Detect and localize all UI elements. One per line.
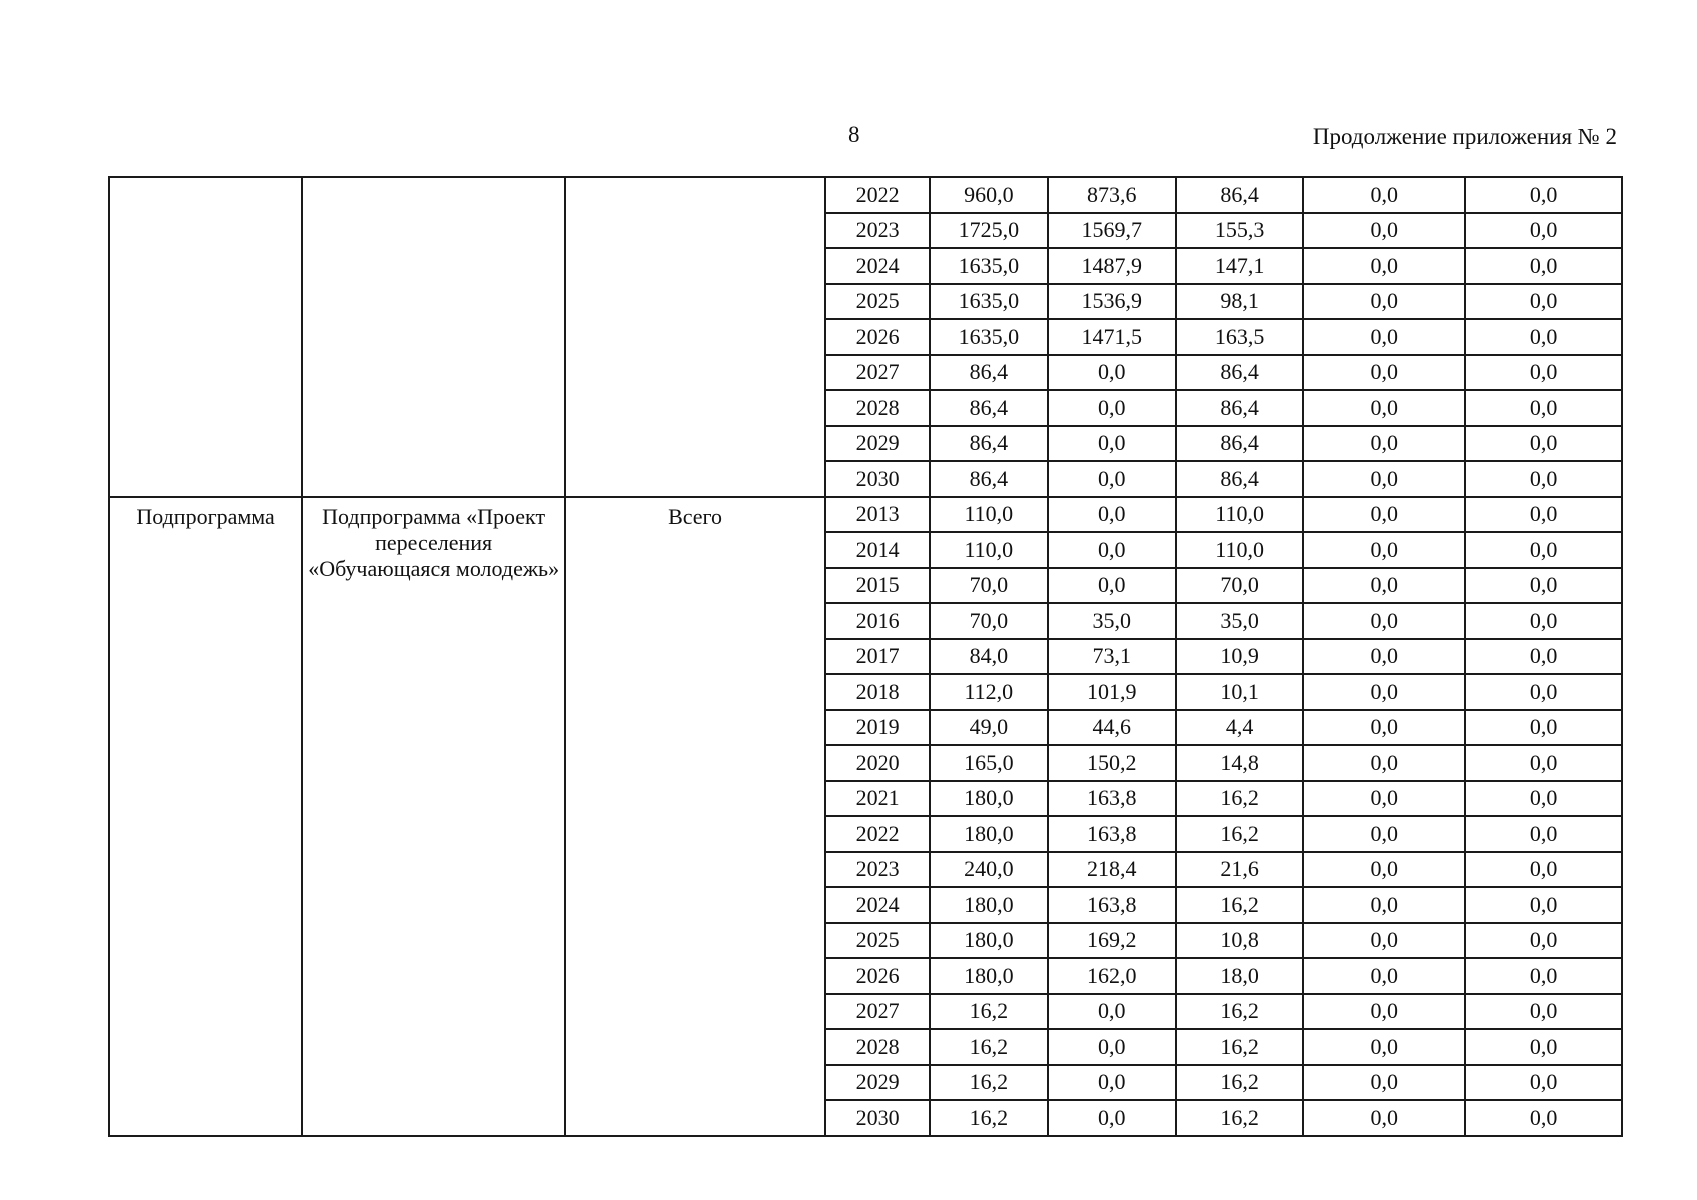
- value-cell: 10,9: [1176, 639, 1303, 675]
- total-cell: 16,2: [930, 1100, 1047, 1136]
- value-cell: 44,6: [1048, 710, 1176, 746]
- value-cell: 0,0: [1048, 355, 1176, 391]
- value-cell: 0,0: [1465, 674, 1622, 710]
- value-cell: 873,6: [1048, 177, 1176, 213]
- value-cell: 0,0: [1303, 1100, 1465, 1136]
- table-row: [109, 497, 1622, 533]
- value-cell: 0,0: [1048, 994, 1176, 1030]
- total-cell: 180,0: [930, 958, 1047, 994]
- funding-source-cell: [565, 177, 825, 497]
- funding-source-cell: Всего: [565, 497, 825, 1136]
- total-cell: 86,4: [930, 426, 1047, 462]
- page-number: 8: [848, 122, 860, 147]
- value-cell: 0,0: [1303, 284, 1465, 320]
- value-cell: 0,0: [1465, 710, 1622, 746]
- total-cell: 180,0: [930, 816, 1047, 852]
- value-cell: 0,0: [1465, 781, 1622, 817]
- value-cell: 101,9: [1048, 674, 1176, 710]
- value-cell: 0,0: [1465, 923, 1622, 959]
- value-cell: 86,4: [1176, 461, 1303, 497]
- value-cell: 0,0: [1465, 248, 1622, 284]
- total-cell: 84,0: [930, 639, 1047, 675]
- value-cell: 0,0: [1465, 994, 1622, 1030]
- value-cell: 0,0: [1303, 639, 1465, 675]
- value-cell: 0,0: [1048, 1065, 1176, 1101]
- value-cell: 86,4: [1176, 355, 1303, 391]
- total-cell: 1725,0: [930, 213, 1047, 249]
- value-cell: 0,0: [1465, 639, 1622, 675]
- value-cell: 0,0: [1303, 745, 1465, 781]
- value-cell: 0,0: [1303, 461, 1465, 497]
- value-cell: 0,0: [1465, 1029, 1622, 1065]
- total-cell: 1635,0: [930, 319, 1047, 355]
- value-cell: 163,8: [1048, 816, 1176, 852]
- year-cell: 2016: [825, 603, 930, 639]
- value-cell: 0,0: [1048, 1100, 1176, 1136]
- value-cell: 0,0: [1303, 674, 1465, 710]
- value-cell: 0,0: [1048, 390, 1176, 426]
- value-cell: 18,0: [1176, 958, 1303, 994]
- value-cell: 70,0: [1176, 568, 1303, 604]
- total-cell: 16,2: [930, 1065, 1047, 1101]
- program-type-cell: [109, 177, 302, 497]
- total-cell: 86,4: [930, 390, 1047, 426]
- value-cell: 4,4: [1176, 710, 1303, 746]
- value-cell: 0,0: [1303, 426, 1465, 462]
- value-cell: 0,0: [1465, 319, 1622, 355]
- value-cell: 0,0: [1303, 532, 1465, 568]
- value-cell: 0,0: [1048, 532, 1176, 568]
- value-cell: 0,0: [1048, 568, 1176, 604]
- value-cell: 0,0: [1048, 497, 1176, 533]
- year-cell: 2015: [825, 568, 930, 604]
- value-cell: 0,0: [1303, 390, 1465, 426]
- year-cell: 2017: [825, 639, 930, 675]
- total-cell: 960,0: [930, 177, 1047, 213]
- program-type-cell: Подпрограмма: [109, 497, 302, 1136]
- value-cell: 86,4: [1176, 390, 1303, 426]
- value-cell: 0,0: [1048, 426, 1176, 462]
- value-cell: 163,5: [1176, 319, 1303, 355]
- year-cell: 2021: [825, 781, 930, 817]
- year-cell: 2018: [825, 674, 930, 710]
- value-cell: 0,0: [1465, 887, 1622, 923]
- value-cell: 0,0: [1048, 461, 1176, 497]
- value-cell: 0,0: [1465, 355, 1622, 391]
- value-cell: 147,1: [1176, 248, 1303, 284]
- program-name-cell: [302, 177, 565, 497]
- total-cell: 16,2: [930, 1029, 1047, 1065]
- year-cell: 2023: [825, 852, 930, 888]
- value-cell: 16,2: [1176, 1100, 1303, 1136]
- value-cell: 0,0: [1465, 1100, 1622, 1136]
- year-cell: 2022: [825, 177, 930, 213]
- value-cell: 0,0: [1303, 1065, 1465, 1101]
- value-cell: 1471,5: [1048, 319, 1176, 355]
- value-cell: 0,0: [1303, 603, 1465, 639]
- year-cell: 2024: [825, 887, 930, 923]
- value-cell: 163,8: [1048, 887, 1176, 923]
- year-cell: 2020: [825, 745, 930, 781]
- year-cell: 2027: [825, 994, 930, 1030]
- year-cell: 2023: [825, 213, 930, 249]
- year-cell: 2028: [825, 1029, 930, 1065]
- value-cell: 0,0: [1048, 1029, 1176, 1065]
- value-cell: 16,2: [1176, 1029, 1303, 1065]
- value-cell: 0,0: [1303, 923, 1465, 959]
- total-cell: 70,0: [930, 568, 1047, 604]
- total-cell: 180,0: [930, 887, 1047, 923]
- year-cell: 2024: [825, 248, 930, 284]
- value-cell: 150,2: [1048, 745, 1176, 781]
- value-cell: 0,0: [1465, 532, 1622, 568]
- total-cell: 86,4: [930, 355, 1047, 391]
- value-cell: 0,0: [1303, 852, 1465, 888]
- total-cell: 1635,0: [930, 284, 1047, 320]
- value-cell: 0,0: [1465, 816, 1622, 852]
- value-cell: 10,8: [1176, 923, 1303, 959]
- value-cell: 0,0: [1303, 816, 1465, 852]
- year-cell: 2027: [825, 355, 930, 391]
- value-cell: 0,0: [1465, 568, 1622, 604]
- year-cell: 2030: [825, 461, 930, 497]
- value-cell: 169,2: [1048, 923, 1176, 959]
- year-cell: 2014: [825, 532, 930, 568]
- year-cell: 2029: [825, 1065, 930, 1101]
- year-cell: 2013: [825, 497, 930, 533]
- total-cell: 110,0: [930, 532, 1047, 568]
- value-cell: 110,0: [1176, 532, 1303, 568]
- value-cell: 0,0: [1465, 497, 1622, 533]
- year-cell: 2019: [825, 710, 930, 746]
- value-cell: 0,0: [1303, 781, 1465, 817]
- value-cell: 155,3: [1176, 213, 1303, 249]
- total-cell: 16,2: [930, 994, 1047, 1030]
- year-cell: 2022: [825, 816, 930, 852]
- value-cell: 1536,9: [1048, 284, 1176, 320]
- total-cell: 112,0: [930, 674, 1047, 710]
- value-cell: 163,8: [1048, 781, 1176, 817]
- value-cell: 0,0: [1465, 958, 1622, 994]
- value-cell: 10,1: [1176, 674, 1303, 710]
- year-cell: 2028: [825, 390, 930, 426]
- value-cell: 0,0: [1465, 284, 1622, 320]
- total-cell: 1635,0: [930, 248, 1047, 284]
- year-cell: 2025: [825, 284, 930, 320]
- total-cell: 86,4: [930, 461, 1047, 497]
- value-cell: 21,6: [1176, 852, 1303, 888]
- total-cell: 180,0: [930, 923, 1047, 959]
- value-cell: 0,0: [1303, 887, 1465, 923]
- value-cell: 0,0: [1465, 461, 1622, 497]
- value-cell: 0,0: [1303, 568, 1465, 604]
- year-cell: 2025: [825, 923, 930, 959]
- value-cell: 1569,7: [1048, 213, 1176, 249]
- value-cell: 16,2: [1176, 781, 1303, 817]
- value-cell: 0,0: [1303, 355, 1465, 391]
- value-cell: 0,0: [1465, 745, 1622, 781]
- value-cell: 16,2: [1176, 887, 1303, 923]
- value-cell: 0,0: [1303, 177, 1465, 213]
- value-cell: 0,0: [1303, 710, 1465, 746]
- total-cell: 180,0: [930, 781, 1047, 817]
- funding-table-body: [109, 177, 1622, 1136]
- value-cell: 16,2: [1176, 1065, 1303, 1101]
- value-cell: 35,0: [1048, 603, 1176, 639]
- appendix-continuation-label: Продолжение приложения № 2: [1312, 124, 1617, 149]
- total-cell: 110,0: [930, 497, 1047, 533]
- value-cell: 0,0: [1465, 603, 1622, 639]
- value-cell: 86,4: [1176, 177, 1303, 213]
- value-cell: 0,0: [1303, 958, 1465, 994]
- value-cell: 1487,9: [1048, 248, 1176, 284]
- value-cell: 0,0: [1303, 1029, 1465, 1065]
- value-cell: 0,0: [1465, 852, 1622, 888]
- value-cell: 98,1: [1176, 284, 1303, 320]
- value-cell: 0,0: [1303, 319, 1465, 355]
- value-cell: 218,4: [1048, 852, 1176, 888]
- value-cell: 0,0: [1465, 390, 1622, 426]
- value-cell: 0,0: [1303, 994, 1465, 1030]
- value-cell: 16,2: [1176, 994, 1303, 1030]
- total-cell: 165,0: [930, 745, 1047, 781]
- value-cell: 73,1: [1048, 639, 1176, 675]
- funding-table: [108, 176, 1623, 1137]
- value-cell: 0,0: [1465, 213, 1622, 249]
- value-cell: 0,0: [1303, 497, 1465, 533]
- year-cell: 2030: [825, 1100, 930, 1136]
- year-cell: 2026: [825, 319, 930, 355]
- value-cell: 162,0: [1048, 958, 1176, 994]
- total-cell: 49,0: [930, 710, 1047, 746]
- total-cell: 70,0: [930, 603, 1047, 639]
- value-cell: 110,0: [1176, 497, 1303, 533]
- table-row: [109, 177, 1622, 213]
- value-cell: 86,4: [1176, 426, 1303, 462]
- value-cell: 0,0: [1465, 426, 1622, 462]
- value-cell: 0,0: [1303, 213, 1465, 249]
- year-cell: 2029: [825, 426, 930, 462]
- value-cell: 0,0: [1303, 248, 1465, 284]
- value-cell: 0,0: [1465, 1065, 1622, 1101]
- total-cell: 240,0: [930, 852, 1047, 888]
- value-cell: 16,2: [1176, 816, 1303, 852]
- value-cell: 14,8: [1176, 745, 1303, 781]
- program-name-cell: Подпрограмма «Проект переселения «Обучающаяся молодежь»: [302, 497, 565, 1136]
- year-cell: 2026: [825, 958, 930, 994]
- value-cell: 0,0: [1465, 177, 1622, 213]
- value-cell: 35,0: [1176, 603, 1303, 639]
